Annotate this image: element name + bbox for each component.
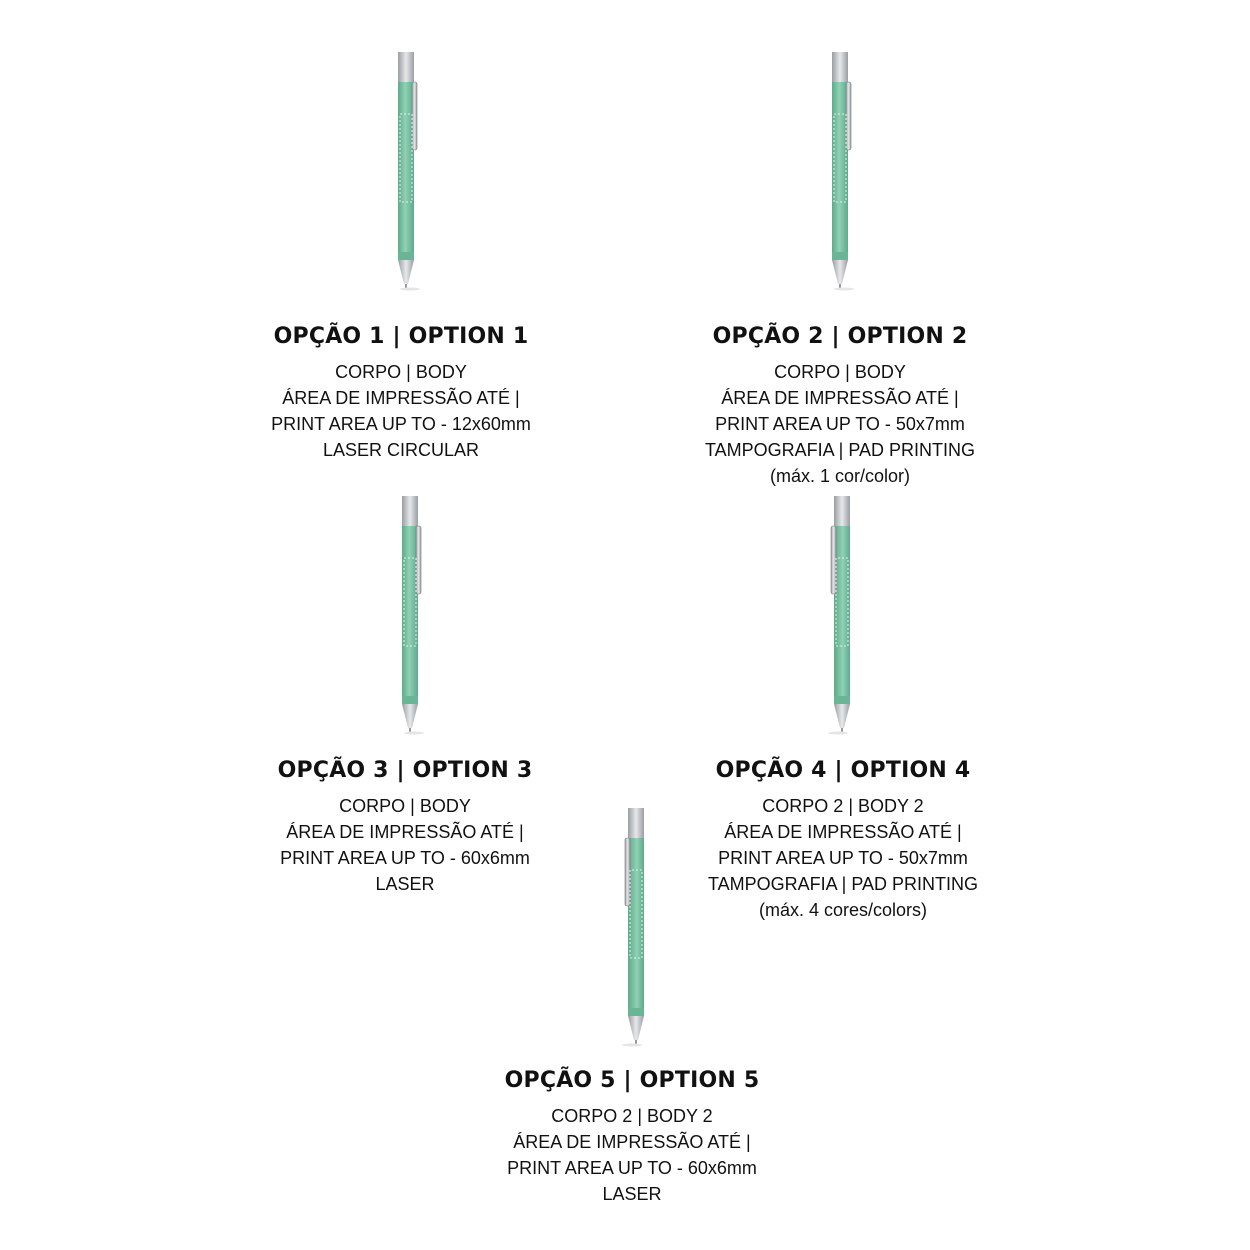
option-line: ÁREA DE IMPRESSÃO ATÉ | xyxy=(286,822,524,842)
option-line: CORPO | BODY xyxy=(774,362,906,382)
option-5-text xyxy=(462,1067,802,1207)
option-2-text xyxy=(670,323,1010,489)
option-line: ÁREA DE IMPRESSÃO ATÉ | xyxy=(282,388,520,408)
option-line: ÁREA DE IMPRESSÃO ATÉ | xyxy=(724,822,962,842)
option-1-text xyxy=(231,323,571,463)
option-title: OPÇÃO 2 | OPTION 2 xyxy=(712,324,968,349)
pen-icon xyxy=(822,496,862,736)
option-4-text xyxy=(673,757,1013,923)
option-line: LASER CIRCULAR xyxy=(322,440,480,460)
option-line: PRINT AREA UP TO - 12x60mm xyxy=(271,414,531,434)
option-line: ÁREA DE IMPRESSÃO ATÉ | xyxy=(513,1132,751,1152)
option-line: (máx. 1 cor/color) xyxy=(769,466,911,486)
pen-icon xyxy=(616,808,656,1048)
option-title: OPÇÃO 4 | OPTION 4 xyxy=(715,758,971,783)
option-title: OPÇÃO 5 | OPTION 5 xyxy=(504,1068,760,1093)
pen-icon xyxy=(820,52,860,292)
option-title: OPÇÃO 3 | OPTION 3 xyxy=(277,758,533,783)
option-line: LASER xyxy=(375,874,435,894)
option-line: CORPO | BODY xyxy=(335,362,467,382)
option-line: CORPO 2 | BODY 2 xyxy=(762,796,924,816)
option-line: PRINT AREA UP TO - 60x6mm xyxy=(280,848,530,868)
option-line: TAMPOGRAFIA | PAD PRINTING xyxy=(707,874,979,894)
option-line: TAMPOGRAFIA | PAD PRINTING xyxy=(704,440,976,460)
option-line: CORPO 2 | BODY 2 xyxy=(551,1106,713,1126)
option-line: CORPO | BODY xyxy=(339,796,471,816)
option-line: PRINT AREA UP TO - 60x6mm xyxy=(507,1158,757,1178)
option-line: (máx. 4 cores/colors) xyxy=(758,900,928,920)
option-line: ÁREA DE IMPRESSÃO ATÉ | xyxy=(721,388,959,408)
option-3-text xyxy=(235,757,575,897)
pen-icon xyxy=(386,52,426,292)
pen-icon xyxy=(390,496,430,736)
option-title: OPÇÃO 1 | OPTION 1 xyxy=(273,324,529,349)
option-line: PRINT AREA UP TO - 50x7mm xyxy=(718,848,968,868)
option-line: PRINT AREA UP TO - 50x7mm xyxy=(715,414,965,434)
option-line: LASER xyxy=(602,1184,662,1204)
